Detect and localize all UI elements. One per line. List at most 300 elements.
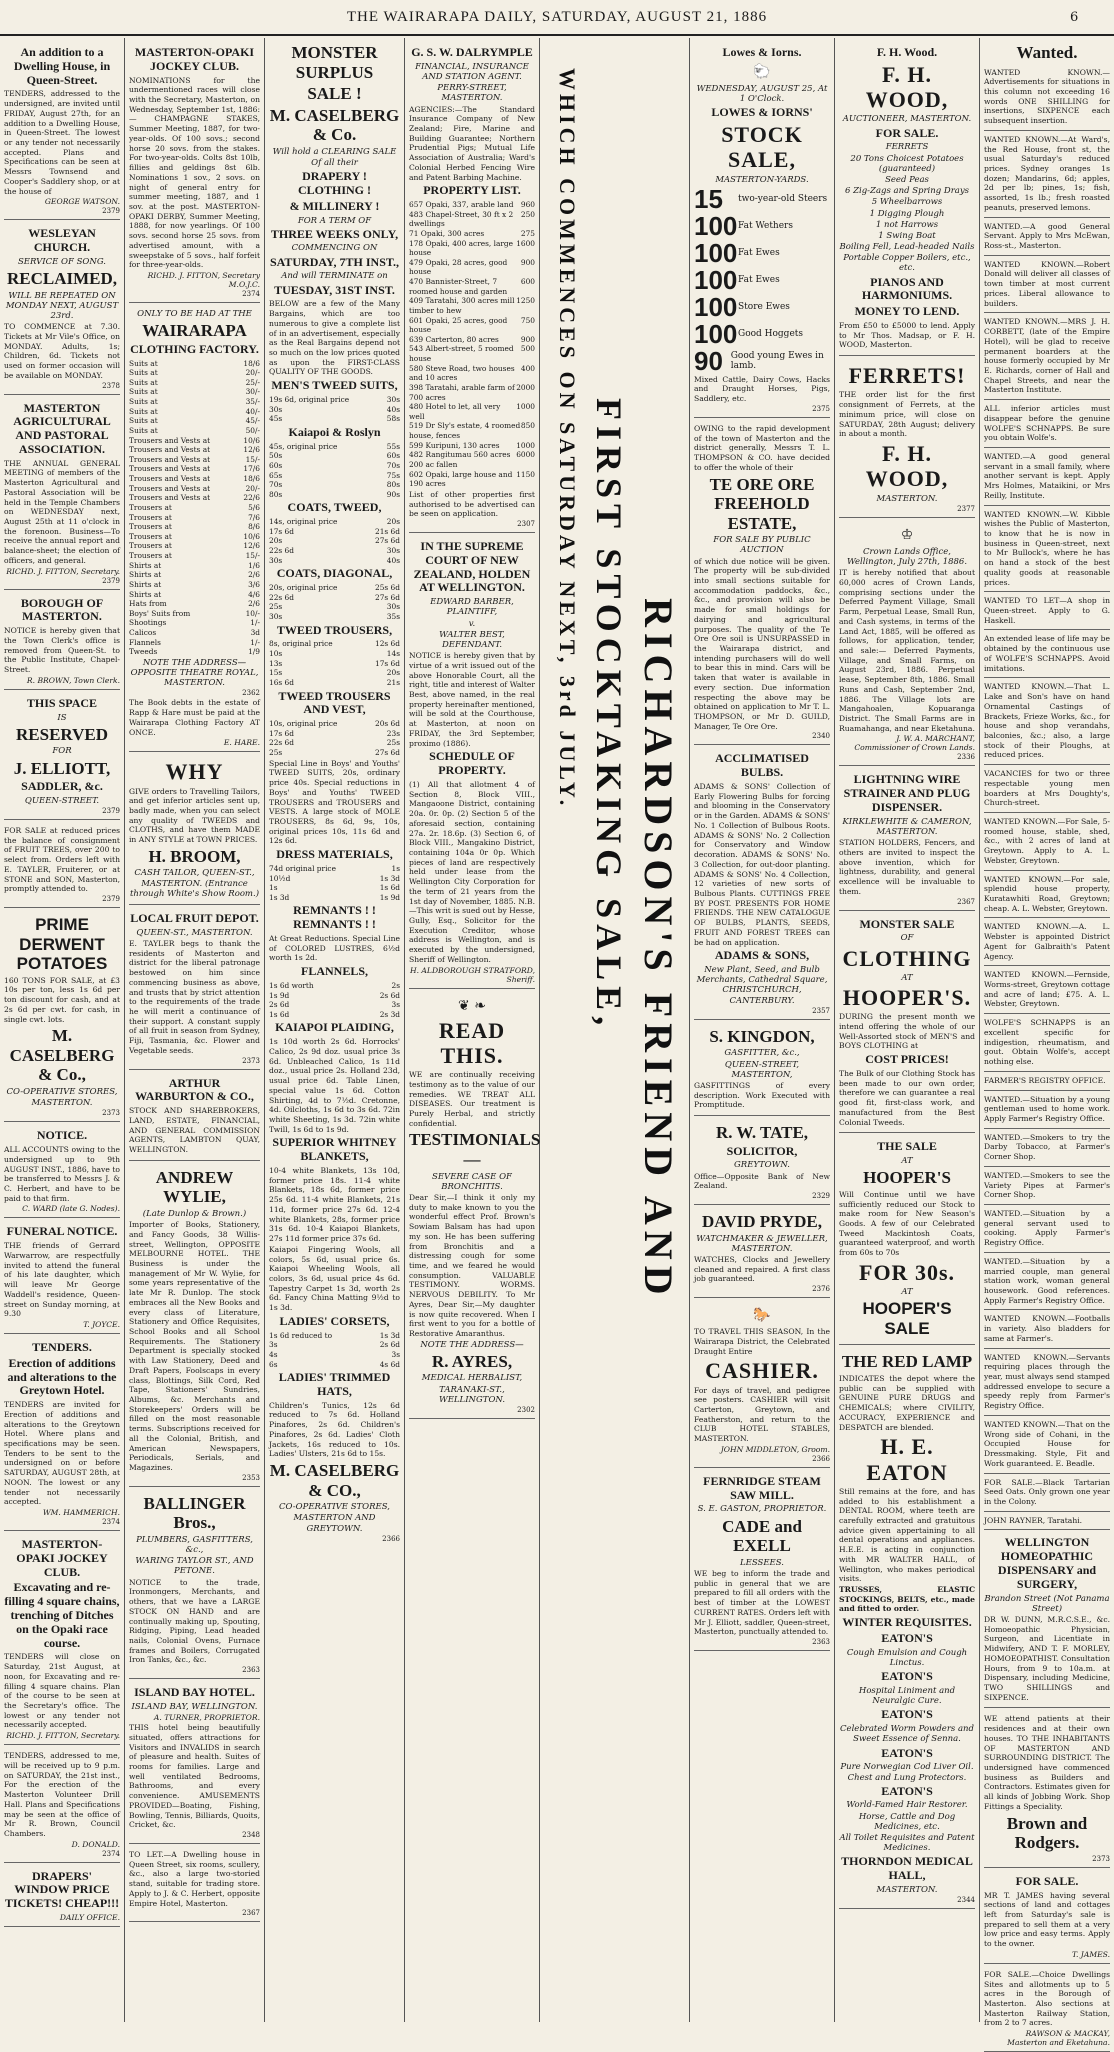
price-row: [269, 593, 400, 603]
ad-title: TE ORE ORE FREEHOLD ESTATE,: [709, 474, 815, 533]
ad-wesleyan-church: [4, 222, 120, 394]
ad-line: Pure Norwegian Cod Liver Oil. Chest and Lung Protectors.: [840, 1762, 974, 1783]
ad-heading: MASTERTON-OPAKI JOCKEY CLUB.: [134, 45, 255, 73]
price-row: [269, 719, 400, 729]
price-label: Hats from: [129, 599, 167, 609]
stock-label: Fat Ewes: [738, 274, 780, 285]
price-value: 1/-: [250, 618, 260, 628]
price-value: 25s: [386, 738, 400, 748]
price-value: 58s: [386, 414, 400, 424]
price-list: [269, 719, 400, 758]
column-2: [125, 38, 265, 2022]
price-value: 27s 6d: [375, 592, 400, 602]
stock-row: [694, 210, 830, 241]
price-label: 1s 3d: [269, 892, 290, 902]
ad-name: Brown and Rodgers.: [1006, 1813, 1088, 1853]
price-value: 3s: [391, 1000, 400, 1010]
sheep-icon: 🐑: [753, 63, 771, 80]
column-8-wanted: [980, 38, 1114, 2048]
price-value: 20s 6d: [375, 719, 400, 729]
price-row: [269, 405, 400, 415]
ad-sub: ISLAND BAY, WELLINGTON.: [131, 1701, 258, 1712]
price-row: [269, 1010, 400, 1020]
ad-line: WALTER BEST, DEFENDANT.: [439, 629, 505, 650]
ad-number: 2336: [957, 753, 975, 762]
price-row: [269, 602, 400, 612]
ad-ferrets: [839, 358, 975, 518]
ad-title: STOCK SALE,: [721, 121, 803, 173]
price-row: [129, 503, 260, 513]
section-heading: PROPERTY LIST.: [423, 183, 521, 198]
price-label: 602 Opaki, large house and 190 acres: [409, 469, 513, 489]
ad-body: Kaiapoi Fingering Wools, all colors, 5s 6d, usual price 6s. Kaiapoi Wheeling Wools, all colors, 3s 6d, usual price 4s 6d. Tapestry Carpet 1s 3d, worth 2s 6d. Fancy China Matting 9½d to 1s 3d.: [269, 1244, 400, 1313]
price-value: 25/-: [245, 377, 260, 387]
ad-name: M. CASELBERG & CO.,: [269, 1461, 400, 1500]
price-label: 65s: [269, 470, 283, 480]
ad-title: THE SALE: [877, 1139, 937, 1154]
price-label: Suits at: [129, 368, 158, 378]
ad-drill-hall: [4, 1747, 120, 1862]
ad-body: STATION HOLDERS, Fencers, and others are invited to inspect the above invention, which for lightness, durability, and general excellence will be invaluable to them.: [839, 838, 975, 896]
vertical-line-2: FIRST STOCKTAKING SALE,: [589, 398, 629, 1032]
price-value: 3s: [391, 1349, 400, 1359]
price-row: [409, 364, 535, 383]
price-label: 6s: [269, 1359, 278, 1369]
ad-line: EDWARD BARBER, PLAINTIFF,: [430, 597, 514, 618]
price-label: 30s: [269, 555, 283, 565]
price-value: 15/-: [245, 454, 260, 464]
price-label: 74d original price: [269, 863, 336, 873]
price-label: 30s: [269, 612, 283, 622]
ad-line: Celebrated Worm Powders and Sweet Essence of Senna.: [840, 1724, 974, 1745]
ad-line: FOR: [52, 746, 72, 757]
ad-name: CADE and EXELL: [722, 1516, 802, 1556]
ad-sub: AT: [901, 972, 913, 983]
price-row: [129, 541, 260, 551]
ad-body: THE friends of Gerrard Warwarrow, are respectfully invited to attend the funeral of his late daughter, which will leave Mr George Waddell's residence, Queen-street on Sunday morning, at 9.30: [4, 1241, 120, 1319]
ad-sub: AUCTIONEER, MASTERTON.: [842, 114, 972, 125]
price-value: 17s 6d: [375, 658, 400, 668]
ad-number: 2367: [957, 897, 975, 906]
ad-title: CLOTHING: [842, 945, 972, 971]
ad-title: PRIME DERWENT POTATOES: [16, 915, 108, 974]
ad-body: WE attend patients at their residences and at their own houses. TO THE INHABITANTS OF MASTERTON AND SURROUNDING DISTRICT. The undersigned have commenced business as Builders and Contractors. Estimates given for all kinds of Jobbing Work. Shop Fittings a Speciality.: [984, 1714, 1110, 1811]
ad-title: ISLAND BAY HOTEL.: [134, 1685, 255, 1700]
ad-title: THE RED LAMP: [841, 1352, 973, 1372]
ad-title: G. S. W. DALRYMPLE: [411, 45, 533, 59]
price-label: 2s 6d: [269, 1000, 290, 1010]
ad-line: EATON'S: [881, 1745, 933, 1760]
ad-body: INDICATES the depot where the public can be supplied with GENUINE PURE DRUGS and CHEMICALS; where CIVILITY, ACCURACY, EXPERIENCE and DESPATCH are blended.: [839, 1373, 975, 1432]
column-5-stocktaking: [540, 38, 690, 2022]
page-number: 6: [1070, 9, 1079, 25]
price-value: 50/-: [245, 425, 260, 435]
price-row: [269, 442, 400, 452]
price-label: Shirts at: [129, 589, 162, 599]
ad-line: Will hold a CLEARING SALE: [272, 146, 397, 157]
ad-jockey-club-nominations: [129, 41, 260, 303]
price-row: [269, 480, 400, 490]
ad-body: GIVE orders to Travelling Tailors, and get inferior articles sent up, badly made, when you can select any quality of TWEEDS and CLOTHS, and have them MADE in ANY STYLE at TOWN PRICES.: [129, 786, 260, 845]
price-label: Trousers and Vests at: [129, 493, 211, 503]
wanted-item: VACANCIES for two or three respectable young men boarders at Mrs Doughty's, Church-street.: [984, 766, 1110, 813]
section-heading: Wanted.: [1016, 43, 1078, 62]
price-value: 1000: [516, 402, 535, 412]
price-label: 30s: [269, 404, 283, 414]
price-list: [129, 359, 260, 657]
stock-label: Good Hoggets: [738, 328, 803, 339]
section-heading: TESTIMONIALS—: [409, 1130, 541, 1170]
wanted-item: WANTED KNOWN.—For Sale, 5-roomed house, stable, shed, &c., with 2 acres of land at Greytown. Apply to A. L. Webster, Greytown.: [984, 814, 1110, 871]
price-list: [269, 1331, 400, 1370]
ad-pryde: [694, 1207, 830, 1298]
price-value: 1/6: [248, 560, 260, 570]
ad-line: WINTER REQUISITES.: [842, 1615, 972, 1630]
price-value: 35/-: [245, 397, 260, 406]
ad-body: For days of travel, and pedigree see posters. CASHIER will visit Carterton, Greytown, and Featherston, and return to the CLUB HOTEL STABLES, MASTERTON.: [694, 1385, 830, 1444]
stock-label: Fat Ewes: [738, 247, 780, 258]
price-row: [409, 210, 535, 229]
ad-line: RESERVED: [16, 724, 108, 744]
ad-read-this: [409, 991, 541, 1419]
ad-number: 2374: [242, 289, 260, 298]
ad-sub: (Late Dunlop & Brown.): [142, 1208, 247, 1219]
ad-line: THIS SPACE: [26, 695, 98, 710]
price-value: 35s: [386, 612, 400, 622]
price-value: 2/6: [248, 570, 260, 580]
price-row: [409, 402, 535, 421]
ad-ballinger: [129, 1489, 260, 1679]
price-row: [269, 414, 400, 424]
ad-tenders-greytown: [4, 1336, 120, 1531]
price-value: 70s: [386, 460, 400, 470]
price-value: 20s: [386, 517, 400, 527]
ad-body: NOTICE to the trade, Ironmongers, Merchants, and others, that we have a LARGE STOCK ON HAND and are continually making up, Spouting, Ridging, Piping, Lead headed nails, Colonial Ovens, Furnace frames and Boilers, Corrugated Iron Tanks, &c., &c.: [129, 1577, 260, 1665]
price-label: Calicos: [129, 628, 157, 637]
price-label: Flannels: [129, 637, 161, 647]
ad-date: WEDNESDAY, AUGUST 25, At 1 O'Clock.: [696, 83, 828, 104]
price-row: [269, 527, 400, 537]
ad-body: TO COMMENCE at 7.30. Tickets at Mr Vile's Office, on MONDAY. Adults, 1s; Children, 6d. Tickets not used on former occasion will be available on MONDAY.: [4, 322, 120, 380]
ad-body: TO LET.—A Dwelling house in Queen Street, six rooms, scullery, &c., also a large two-storied stand, suitable for trading store. Apply to J. & C. Herbert, opposite Empire Hotel, Masterton.: [129, 1850, 260, 1908]
ad-signature: JOHN MIDDLETON, Groom.: [720, 1444, 830, 1454]
price-value: 6000: [516, 450, 535, 460]
sale-item: 1 Digging Plough: [869, 208, 945, 219]
stock-count: 100: [694, 237, 738, 268]
price-row: [269, 612, 400, 622]
ad-number: 2373: [102, 1109, 120, 1118]
price-value: 12/6: [243, 445, 260, 455]
price-row: [129, 647, 260, 657]
ad-sub: MEDICAL HERBALIST,: [421, 1373, 523, 1384]
ad-red-lamp: [839, 1347, 975, 1909]
price-list: [269, 395, 400, 424]
price-value: 4s 6d: [379, 1359, 400, 1369]
ad-sub: SEVERE CASE OF BRONCHITIS.: [432, 1171, 512, 1192]
ad-body: Office—Opposite Bank of New Zealand.: [694, 1171, 830, 1191]
column-3: [265, 38, 405, 2022]
ad-jockey-club-tender: [4, 1533, 120, 1745]
price-value: 12/6: [243, 541, 260, 551]
price-label: Trousers at: [129, 541, 172, 551]
price-row: [269, 556, 400, 566]
ad-cashier-horse: [694, 1300, 830, 1468]
price-list: [269, 442, 400, 500]
price-row: [269, 729, 400, 739]
ad-title: F. H. WOOD,: [865, 61, 949, 113]
price-row: [269, 461, 400, 471]
columns: [0, 38, 1114, 2048]
price-value: 900: [520, 257, 535, 267]
ad-body: THE order list for the first consignment of Ferrets, at the minimum price, will close on SATURDAY, 28th August; delivery in about a month.: [839, 390, 975, 439]
price-row: [129, 464, 260, 474]
price-row: [269, 1360, 400, 1370]
ad-body: TENDERS are invited for Erection of additions and alterations to the Greytown Hotel. Where plans and specifications may be seen. Tenders to be sent to the undersigned on or before SATURDAY, AUGUST 28th, at NOON. The lowest or any tender not necessarily accepted.: [4, 1400, 120, 1507]
price-list: [269, 639, 400, 687]
ad-title: Erection of additions and alterations to the Greytown Hotel.: [7, 1355, 117, 1398]
price-value: 55s: [386, 441, 400, 451]
ad-number: 2379: [102, 576, 120, 585]
price-label: 398 Taratahi, arable farm of 700 acres: [409, 382, 515, 402]
price-label: 1s 9d: [269, 990, 290, 1000]
price-value: 1s 3d: [379, 1330, 400, 1340]
price-label: Trousers at: [129, 551, 172, 560]
column-7: [835, 38, 980, 2022]
price-row: [129, 493, 260, 503]
price-label: Suits at: [129, 397, 158, 406]
ad-name: F. H. WOOD,: [865, 441, 949, 492]
ad-line: COMMENCING ON: [291, 243, 378, 254]
ad-price-tickets: [4, 1865, 120, 1927]
price-value: 1s 9d: [379, 892, 400, 902]
price-row: [129, 484, 260, 494]
price-row: [269, 490, 400, 500]
price-label: 178 Opaki, 400 acres, large house: [409, 238, 513, 258]
ad-sub: Brandon Street (Not Panama Street): [984, 1593, 1110, 1614]
price-row: [129, 445, 260, 455]
ad-rawson-mackay: [984, 1966, 1110, 2052]
ad-name: M. CASELBERG & Co.,: [9, 1026, 115, 1085]
wanted-item: WANTED.—A good General Servant. Apply to Mrs McEwan, Ross-st., Masterton.: [984, 219, 1110, 256]
price-label: 10s, original price: [269, 719, 338, 729]
price-label: Shirts at: [129, 560, 162, 570]
ad-title: READ THIS.: [438, 1017, 506, 1068]
ad-title: FERRETS!: [848, 363, 966, 389]
price-label: Suits at: [129, 387, 158, 397]
wanted-item: WANTED KNOWN.—Footballs in variety. Also bladders for same at Farmer's.: [984, 1311, 1110, 1348]
price-row: [129, 368, 260, 378]
ad-sub: LESSEES.: [740, 1557, 784, 1568]
price-value: 45/-: [245, 416, 260, 426]
price-value: 2s 6d: [379, 990, 400, 1000]
ad-title: DRAPERS' WINDOW PRICE TICKETS! CHEAP!!!: [4, 1868, 120, 1911]
ad-body: TENDERS, addressed to me, will be received up to 9 p.m. on SATURDAY, the 21st inst., For the erection of the Masterton Volunteer Drill Hall. Plans and Specifications may be seen at the office of Mr R. Brown, Council Chambers.: [4, 1751, 120, 1838]
price-value: 40s: [386, 404, 400, 414]
price-value: 30/-: [245, 387, 260, 397]
price-row: [409, 296, 535, 315]
ad-number: 2348: [242, 1831, 260, 1839]
ad-line: COST PRICES!: [865, 1052, 949, 1067]
wanted-item: WANTED KNOWN.—Robert Donald will deliver all classes of town timber at most current prices. Liberal allowance to builders.: [984, 257, 1110, 314]
wanted-item: WANTED.—Situation by a young gentleman used to home work. Apply Farmer's Registry Office.: [984, 1092, 1110, 1129]
price-label: Trousers at: [129, 512, 172, 522]
price-row: [129, 551, 260, 561]
ad-reserved-space: [4, 692, 120, 820]
sale-item: Seed Peas: [885, 174, 929, 185]
price-label: Trousers and Vests at: [129, 435, 211, 445]
ad-title: RECLAIMED,: [6, 269, 118, 289]
ad-body: MR T. JAMES having several sections of land and cottages left from Saturday's sale is prepared to sell them at a very low price and easy terms. Apply to the owner.: [984, 1890, 1110, 1949]
ad-body: NOTICE is hereby given that the Town Clerk's office is removed from Queen-St. to the Public Institute, Chapel-Street.: [4, 626, 120, 675]
ad-body: THE ANNUAL GENERAL MEETING of members of the Masterton Agricultural and Pastoral Association will be held in the Temple Chambers on WEDNESDAY next, August 25th at 11 o'clock in the forenoon. Business—To receive the annual report and balance-sheet; the election of officers, and general.: [4, 458, 120, 565]
price-value: 2s 3d: [379, 1009, 400, 1019]
price-label: 20s: [269, 536, 283, 546]
ad-body: ADAMS & SONS' Collection of Early Flowering Bulbs for forcing and blooming in the Conservatory or in the Garden. ADAMS & SONS' No. 1 Collection of Bulbous Roots. ADAMS & SONS' No. 2 Collection for Conservatory and Window decoration. ADAMS & SONS' No. 3 Collection, for out-door planting. ADAMS & SONS' No. 4 Collection, 12 varieties of new sorts of Bulbous Plants. CUTTINGS FREE BY POST. PRESENTS FOR HOME FRIENDS. THE NEW CATALOGUE OF BULBS, PLANTS, SEEDS, FRUIT AND FOREST TREES can be had on application.: [694, 782, 830, 947]
ad-brown-rodgers: [984, 1710, 1110, 1867]
ad-crown-lands: [839, 520, 975, 767]
price-row: [269, 517, 400, 527]
ad-number: 2366: [382, 1534, 400, 1543]
wanted-item: WANTED.—Situation by a general servant used to cooking. Apply Farmer's Registry Office.: [984, 1206, 1110, 1253]
price-label: Suits at: [129, 416, 158, 426]
price-row: [269, 659, 400, 669]
price-row: [129, 618, 260, 628]
price-row: [269, 991, 400, 1001]
ad-name: R. AYRES,: [431, 1351, 513, 1371]
ad-sub: PLUMBERS, GASFITTERS, &c.,: [136, 1534, 253, 1556]
wanted-item: WANTED KNOWN.—Servants requiring places through the year, must always send stamped addressed envelope to secure a speedy reply from Farmer's Registry Office.: [984, 1350, 1110, 1416]
price-row: [129, 628, 260, 638]
price-value: 22/6: [243, 493, 260, 503]
price-label: 50s: [269, 451, 283, 461]
price-row: [129, 570, 260, 580]
price-label: 483 Chapel-Street, 30 ft x 2 dwellings: [409, 209, 514, 229]
stock-count: 100: [694, 291, 738, 322]
section-heading: TWEED TROUSERS,: [276, 622, 393, 637]
ad-number: 2375: [812, 404, 830, 413]
price-row: [269, 536, 400, 546]
ad-signature: R. BROWN, Town Clerk.: [26, 675, 120, 685]
ad-signature: GEORGE WATSON.: [44, 197, 120, 207]
price-label: 71 Opaki, 300 acres: [409, 228, 485, 238]
price-value: 900: [520, 334, 535, 344]
ad-number: 2378: [102, 381, 120, 390]
ad-hoopers-sale: [839, 1135, 975, 1345]
price-value: 12s 6d: [375, 639, 400, 649]
ad-sub: SERVICE OF SONG.: [17, 256, 107, 267]
price-label: 20s, original price: [269, 583, 338, 593]
ad-trade: SADDLER, &c.: [21, 779, 103, 794]
ad-line: TRUSSES, ELASTIC STOCKINGS, BELTS, etc., made and fitted to order.: [839, 1585, 975, 1614]
wanted-item: FOR SALE.—Black Tartarian Seed Oats. Only grown one year in the Colony.: [984, 1475, 1110, 1512]
ad-body: FOR SALE at reduced prices the balance of consignment of FRUIT TREES, over 200 to select from. Orders left with E. TAYLER, Fruiterer, or at STONE and SON, Masterton, promptly attended to.: [4, 826, 120, 894]
price-value: 250: [520, 209, 535, 219]
ad-heading: WESLEYAN CHURCH.: [28, 226, 96, 255]
price-list: [269, 981, 400, 1020]
ad-broom-tailor: [129, 754, 260, 905]
price-label: 70s: [269, 480, 283, 490]
ad-body: DURING the present month we intend offering the whole of our Well-Assorted stock of MEN'S and BOYS CLOTHING at: [839, 1012, 975, 1051]
ad-number: 2329: [812, 1192, 830, 1201]
price-value: 17/6: [243, 464, 260, 474]
price-row: [129, 599, 260, 609]
price-list: [269, 864, 400, 903]
price-label: 45s, original price: [269, 441, 338, 451]
price-row: [129, 387, 260, 397]
ad-heading: FUNERAL NOTICE.: [6, 1224, 118, 1239]
ad-title: S. KINGDON,: [709, 1026, 815, 1046]
ad-heading: MASTERTON-OPAKI JOCKEY CLUB.: [16, 1537, 108, 1579]
stock-count: 100: [694, 264, 738, 295]
price-value: 14s: [386, 649, 400, 659]
stock-row: [694, 345, 830, 376]
price-row: [129, 513, 260, 523]
wanted-item: WANTED KNOWN.—Fernside, Worms-street, Greytown cottage and acre of land; £75. A. L. Webster, Greytown.: [984, 967, 1110, 1014]
ad-place: WARING TAYLOR ST., AND PETONE.: [135, 1556, 254, 1577]
price-row: [269, 395, 400, 405]
section-heading: REMNANTS ! ! REMNANTS ! !: [293, 903, 376, 932]
price-row: [129, 436, 260, 446]
stock-label: Fat Wethers: [738, 220, 793, 231]
price-row: [409, 421, 535, 440]
price-row: [269, 583, 400, 593]
ad-fruit-trees: [4, 822, 120, 908]
royal-crest-icon: ♔: [900, 526, 914, 543]
price-row: [269, 1340, 400, 1350]
ad-line: & MILLINERY !: [289, 198, 380, 213]
ad-stock-sale: [694, 41, 830, 418]
price-label: Boys' Suits from: [129, 608, 191, 618]
ad-line: TUESDAY, 31ST INST.: [274, 282, 395, 297]
price-label: Suits at: [129, 377, 158, 387]
stock-label: Store Ewes: [738, 301, 790, 312]
ad-number: 2344: [957, 1896, 975, 1905]
ad-sub: AT: [901, 1156, 913, 1167]
price-row: [129, 416, 260, 426]
ad-line: FOR A TERM OF: [297, 215, 372, 226]
ad-body: IT is hereby notified that about 60,000 acres of Crown Lands, comprising sections under the Deferred Payment Village, Small Farm, Perpetual Lease, Small Run, and Cash systems, in terms of the Land Act, 1885, will be offered as follows, for application, tender, and sale:— Deferred Payments, Village, and Small Farms, on August 23rd, 1886. Perpetual lease, September 8th, 1886. Small Runs and Cash, September 2nd, 1886. The Village lots are Mangahoalen, Kopuaranga District. The Small Farms are in Ruamahanga, and near Eketahuna.: [839, 568, 975, 733]
ad-signature: J. W. A. MARCHANT, Commissioner of Crown Lands.: [854, 734, 975, 753]
price-label: 482 Rangitumau 560 acres 200 ac fallen: [409, 450, 511, 469]
ad-borough-masterton: [4, 592, 120, 690]
stock-row: [694, 183, 830, 214]
price-value: 3/6: [248, 579, 260, 589]
price-value: 10/6: [243, 435, 260, 445]
ad-place: TARANAKI-ST., WELLINGTON.: [438, 1384, 506, 1405]
ad-sub: CLOTHING FACTORY.: [130, 341, 259, 356]
ad-line: MONEY TO LEND.: [854, 304, 960, 319]
ad-signature: DAILY OFFICE.: [59, 1913, 120, 1923]
leaf-ornament-icon: ❦ ❧: [458, 997, 486, 1014]
ad-title: R. W. TATE,: [715, 1123, 809, 1143]
ad-body: GASFITTINGS of every description. Work Executed with Promptitude.: [694, 1080, 830, 1110]
price-value: 960: [520, 200, 535, 210]
price-row: [269, 874, 400, 884]
ad-place: MASTERTON-YARDS.: [715, 174, 809, 185]
price-value: 1s 3d: [379, 873, 400, 883]
sale-item: 1 not Harrows: [875, 219, 939, 230]
sale-item: Portable Copper Boilers, etc., etc.: [843, 253, 971, 274]
section-heading: LADIES' TRIMMED HATS,: [278, 1370, 391, 1398]
price-row: [409, 316, 535, 335]
section-heading: KAIAPOI PLAIDING,: [275, 1020, 394, 1035]
price-value: 30s: [386, 546, 400, 556]
stock-row: [694, 237, 830, 268]
ad-sub: S. E. GASTON, PROPRIETOR.: [697, 1504, 827, 1515]
price-value: 2s 6d: [379, 1340, 400, 1350]
ad-signature: RICHD. J. FITTON, Secretary.: [6, 1731, 120, 1741]
wanted-item: WANTED.—Smokers to try the Darby Tobacco, at Farmer's Corner Shop.: [984, 1130, 1110, 1167]
